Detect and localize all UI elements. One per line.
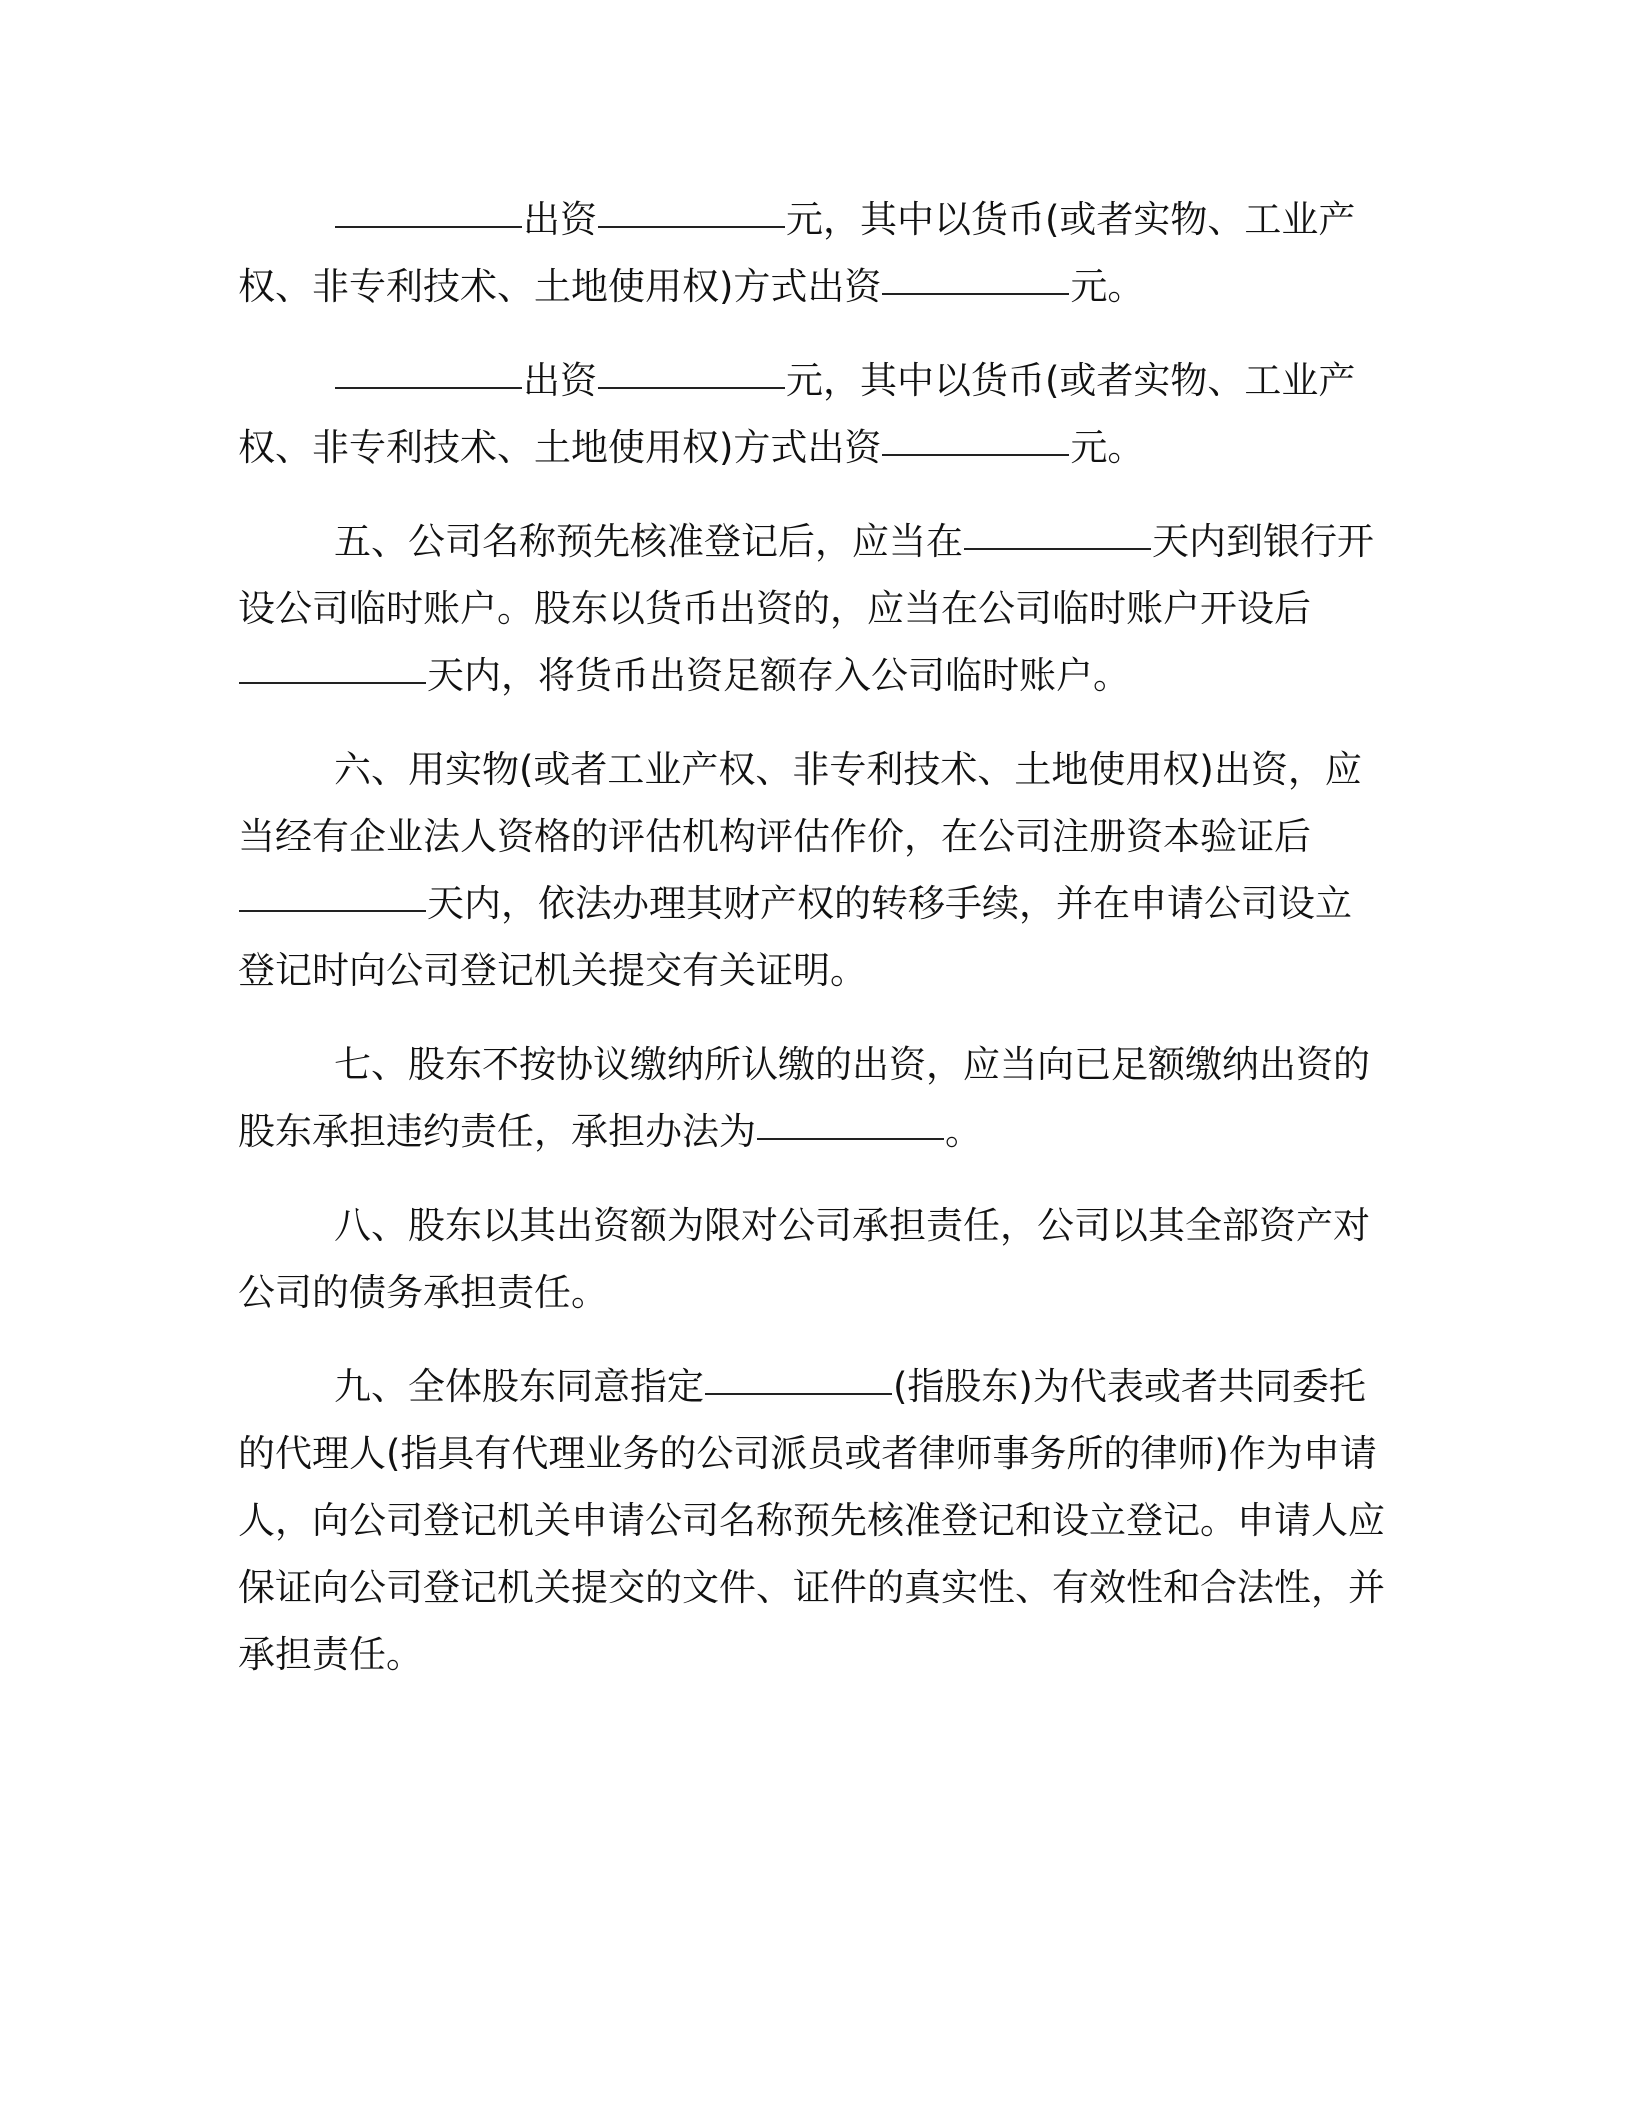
text-segment: 。 bbox=[945, 1110, 982, 1153]
text-segment: 元，其中以货币(或者实物、工业产权、非专利技术、土地使用权)方式出资 bbox=[238, 198, 1356, 308]
fill-blank-method[interactable] bbox=[757, 1137, 944, 1140]
text-segment: 天内，将货币出资足额存入公司临时账户。 bbox=[427, 654, 1130, 697]
fill-blank-representative[interactable] bbox=[705, 1392, 892, 1395]
text-segment: 出资 bbox=[523, 198, 597, 241]
paragraph-contribution-1 bbox=[238, 186, 1388, 320]
fill-blank-days[interactable] bbox=[239, 909, 426, 912]
paragraph-clause-9 bbox=[238, 1353, 1388, 1688]
text-segment: 九、全体股东同意指定 bbox=[334, 1365, 704, 1408]
text-segment: 天内到银行开设公司临时账户。股东以货币出资的，应当在公司临时账户开设后 bbox=[238, 520, 1374, 630]
text-segment: 元，其中以货币(或者实物、工业产权、非专利技术、土地使用权)方式出资 bbox=[238, 359, 1356, 469]
text-segment: (指股东)为代表或者共同委托的代理人(指具有代理业务的公司派员或者律师事务所的律师)作为申请人，向公司登记机关申请公司名称预先核准登记和设立登记。申请人应保证向公司登记机关提交的文件、证件的真实性、有效性和合法性，并承担责任。 bbox=[238, 1365, 1385, 1676]
paragraph-clause-8 bbox=[238, 1192, 1388, 1326]
fill-blank-days[interactable] bbox=[964, 547, 1151, 550]
paragraph-clause-5 bbox=[238, 508, 1388, 709]
text-segment: 出资 bbox=[523, 359, 597, 402]
fill-blank-amount[interactable] bbox=[598, 225, 785, 228]
text-segment: 六、用实物(或者工业产权、非专利技术、土地使用权)出资，应当经有企业法人资格的评估机构评估作价，在公司注册资本验证后 bbox=[238, 748, 1362, 858]
text-segment: 八、股东以其出资额为限对公司承担责任，公司以其全部资产对公司的债务承担责任。 bbox=[238, 1204, 1370, 1314]
fill-blank-shareholder-name[interactable] bbox=[335, 225, 522, 228]
fill-blank-amount[interactable] bbox=[882, 453, 1069, 456]
fill-blank-shareholder-name[interactable] bbox=[335, 386, 522, 389]
text-segment: 天内，依法办理其财产权的转移手续，并在申请公司设立登记时向公司登记机关提交有关证明。 bbox=[238, 882, 1352, 992]
fill-blank-amount[interactable] bbox=[882, 292, 1069, 295]
text-segment: 七、股东不按协议缴纳所认缴的出资，应当向已足额缴纳出资的股东承担违约责任，承担办法为 bbox=[238, 1043, 1370, 1153]
fill-blank-amount[interactable] bbox=[598, 386, 785, 389]
paragraph-contribution-2 bbox=[238, 347, 1388, 481]
paragraph-clause-6 bbox=[238, 736, 1388, 1004]
fill-blank-days[interactable] bbox=[239, 681, 426, 684]
text-segment: 元。 bbox=[1070, 265, 1145, 308]
paragraph-clause-7 bbox=[238, 1031, 1388, 1165]
text-segment: 五、公司名称预先核准登记后，应当在 bbox=[334, 520, 963, 563]
text-segment: 元。 bbox=[1070, 426, 1145, 469]
document-body bbox=[238, 186, 1388, 1715]
